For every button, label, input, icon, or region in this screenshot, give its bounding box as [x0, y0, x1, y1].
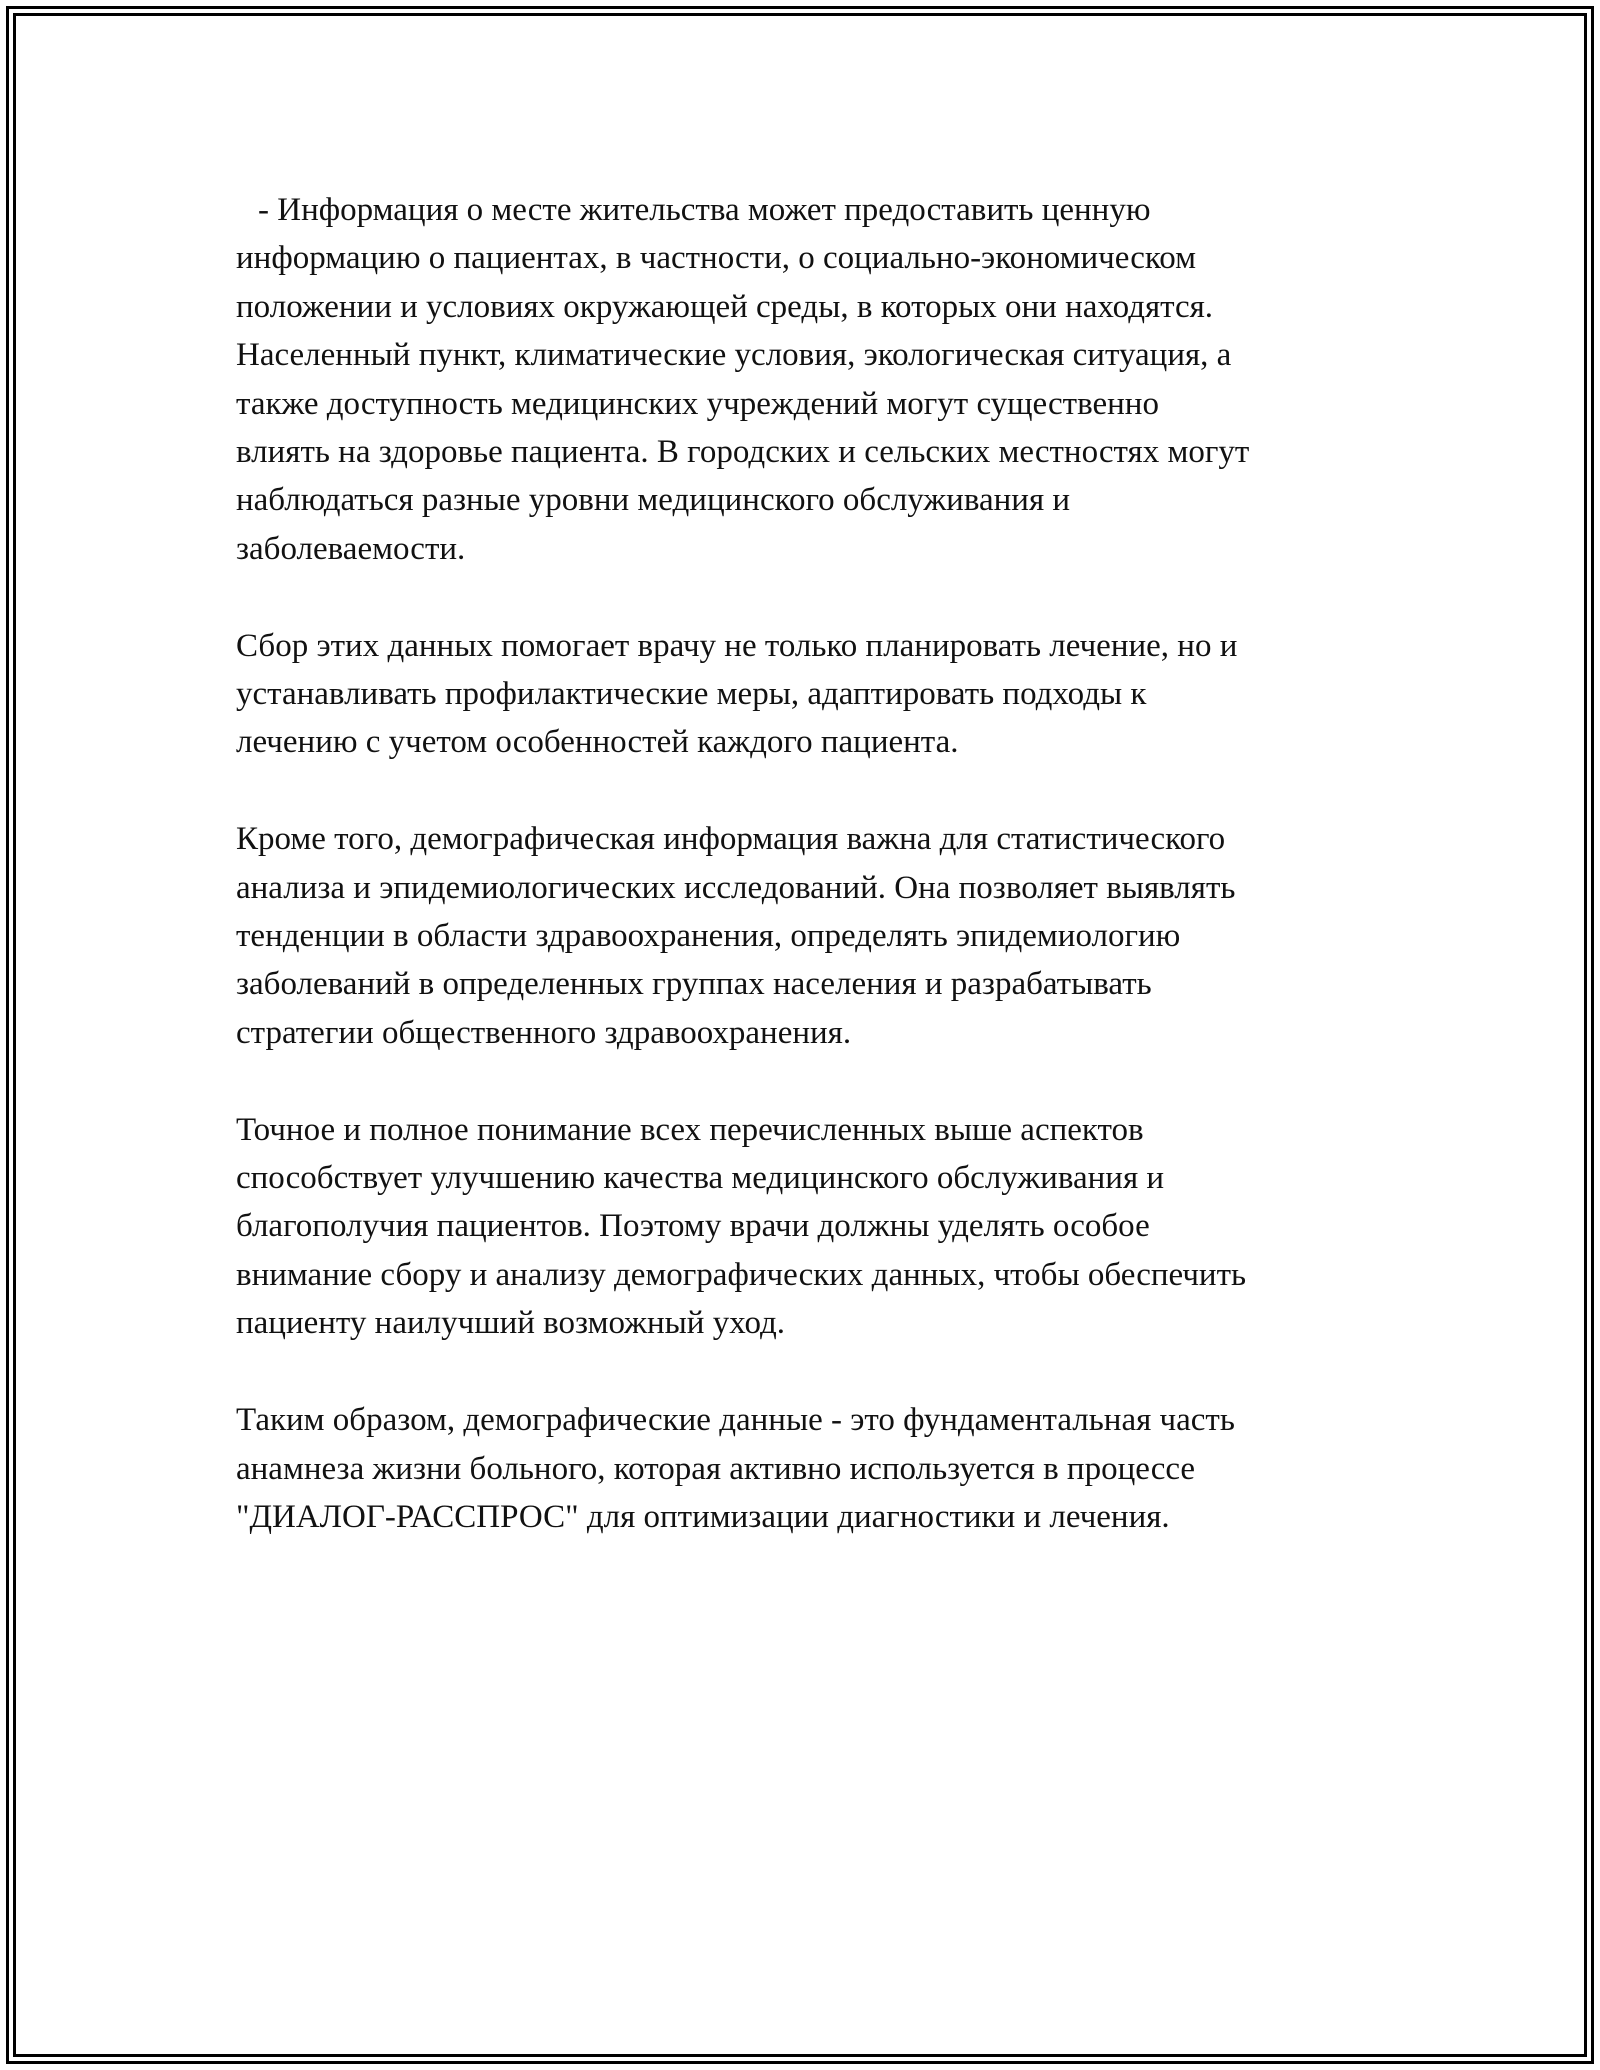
paragraph-conclusion: Таким образом, демографические данные - это фундаментальная часть анамнеза жизни больного, которая активно используется в процессе "ДИАЛОГ-РАССПРОС" для оптимизации диагностики и лечения. — [236, 1402, 1235, 1535]
paragraph-understanding: Точное и полное понимание всех перечисленных выше аспектов способствует улучшению качества медицинского обслуживания и благополучия пациентов. Поэтому врачи должны уделять особое внимание сбору и анализу демографических данных, чтобы обеспечить пациенту наилучший возможный уход. — [236, 1111, 1247, 1342]
paragraph-residence-info: - Информация о месте жительства может предоставить ценную информацию о пациентах, в частности, о социально-экономическом положении и условиях окружающей среды, в которых они находятся. Населенный пункт, климатические условия, экологическая ситуация, а также доступность медицинских учреждений могут существенно влиять на здоровье пациента. В городских и сельских местностях могут наблюдаться разные уровни медицинского обслуживания и заболеваемости. — [236, 192, 1250, 567]
paragraph-statistics: Кроме того, демографическая информация важна для статистического анализа и эпидемиологических исследований. Она позволяет выявлять тенденции в области здравоохранения, определять эпидемиологию заболеваний в определенных группах населения и разрабатывать стратегии общественного здравоохранения. — [236, 821, 1236, 1051]
paragraph-data-collection: Сбор этих данных помогает врачу не только планировать лечение, но и устанавливать профилактические меры, адаптировать подходы к лечению с учетом особенностей каждого пациента. — [236, 627, 1238, 761]
document-body — [236, 186, 1386, 1541]
